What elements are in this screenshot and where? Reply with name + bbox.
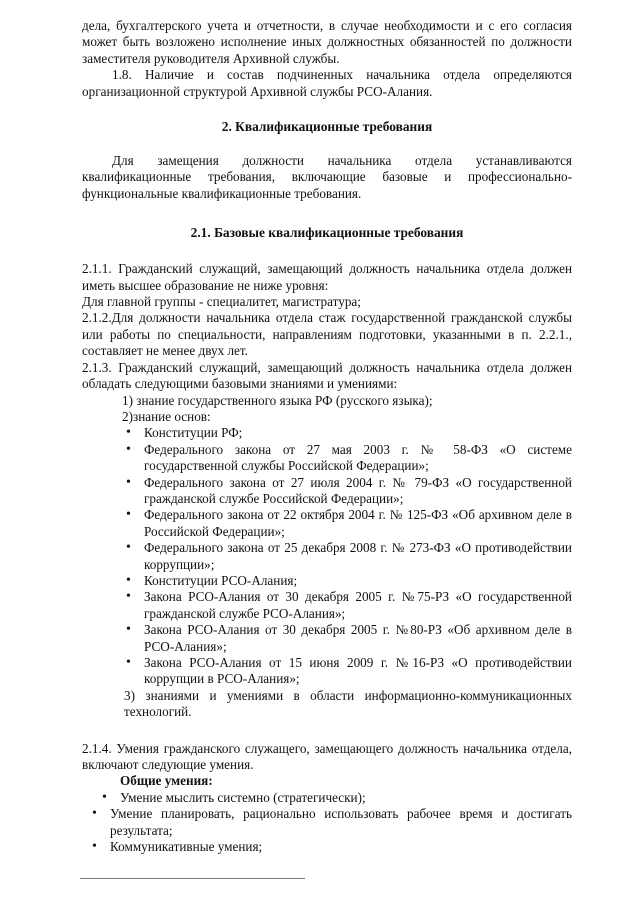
- knowledge-item-3: 3) знаниями и умениями в области информационно-коммуникационных технологий.: [124, 687, 572, 720]
- law-item: • Закона РСО-Алания от 30 декабря 2005 г. №80-РЗ «Об архивном деле в РСО-Алания»;: [144, 622, 572, 655]
- law-item: • Конституции РФ;: [144, 425, 572, 441]
- paragraph-2-1-3: 2.1.3. Гражданский служащий, замещающий должность начальника отдела должен обладать следующими базовыми знаниями и умениями:: [82, 359, 572, 392]
- law-item: • Федерального закона от 27 мая 2003 г. № 58-ФЗ «О системе государственной службы Российской Федерации»;: [144, 442, 572, 475]
- law-item: • Федерального закона от 25 декабря 2008 г. № 273-ФЗ «О противодействии коррупции»;: [144, 540, 572, 573]
- paragraph-2-1-2: 2.1.2.Для должности начальника отдела стаж государственной гражданской службы или работы по специальности, направлениям подготовки, указанными в п. 2.2.1., составляет не менее двух лет.: [82, 310, 572, 359]
- paragraph-2-1-1: 2.1.1. Гражданский служащий, замещающий должность начальника отдела должен иметь высшее образование не ниже уровня:: [82, 261, 572, 293]
- knowledge-item-2: 2)знание основ:: [122, 408, 211, 424]
- paragraph-duties-continued: дела, бухгалтерского учета и отчетности, в случае необходимости и с его согласия может быть возложено исполнение иных должностных обязанностей по должности заместителя руководителя Архивной службы.: [82, 18, 572, 66]
- law-item: • Федерального закона от 27 июля 2004 г. № 79-ФЗ «О государственной гражданской службе Российской Федерации»;: [144, 475, 572, 508]
- paragraph-2-1-4: 2.1.4. Умения гражданского служащего, замещающего должность начальника отдела, включают следующие умения.: [82, 740, 572, 773]
- general-skills-list: [82, 790, 572, 856]
- knowledge-item-1: 1) знание государственного языка РФ (русского языка);: [122, 392, 433, 408]
- paragraph-2-1-1-group: Для главной группы - специалитет, магистратура;: [82, 294, 361, 310]
- law-item: • Закона РСО-Алания от 15 июня 2009 г. №16-РЗ «О противодействии коррупции в РСО-Алания»;: [144, 655, 572, 688]
- law-item: • Закона РСО-Алания от 30 декабря 2005 г. №75-РЗ «О государственной гражданской службе РСО-Алания»;: [144, 589, 572, 622]
- general-skills-title: Общие умения:: [120, 773, 213, 789]
- skill-item: • Умение планировать, рационально использовать рабочее время и достигать результата;: [110, 806, 572, 839]
- page-footer-rule: [80, 878, 305, 879]
- paragraph-1-8: 1.8. Наличие и состав подчиненных начальника отдела определяются организационной структурой Архивной службы РСО-Алания.: [82, 67, 572, 99]
- skill-item: • Коммуникативные умения;: [110, 839, 572, 855]
- laws-list: [82, 425, 572, 688]
- law-item: • Федерального закона от 22 октября 2004 г. № 125-ФЗ «Об архивном деле в Российской Федерации»;: [144, 507, 572, 540]
- section-2-intro: Для замещения должности начальника отдела устанавливаются квалификационные требования, включающие базовые и профессионально-функциональные квалификационные требования.: [82, 153, 572, 201]
- skill-item: • Умение мыслить системно (стратегически);: [120, 790, 572, 806]
- section-2-1-heading: 2.1. Базовые квалификационные требования: [190, 225, 464, 241]
- law-item: • Конституции РСО-Алания;: [144, 573, 572, 589]
- section-2-heading: 2. Квалификационные требования: [221, 119, 433, 135]
